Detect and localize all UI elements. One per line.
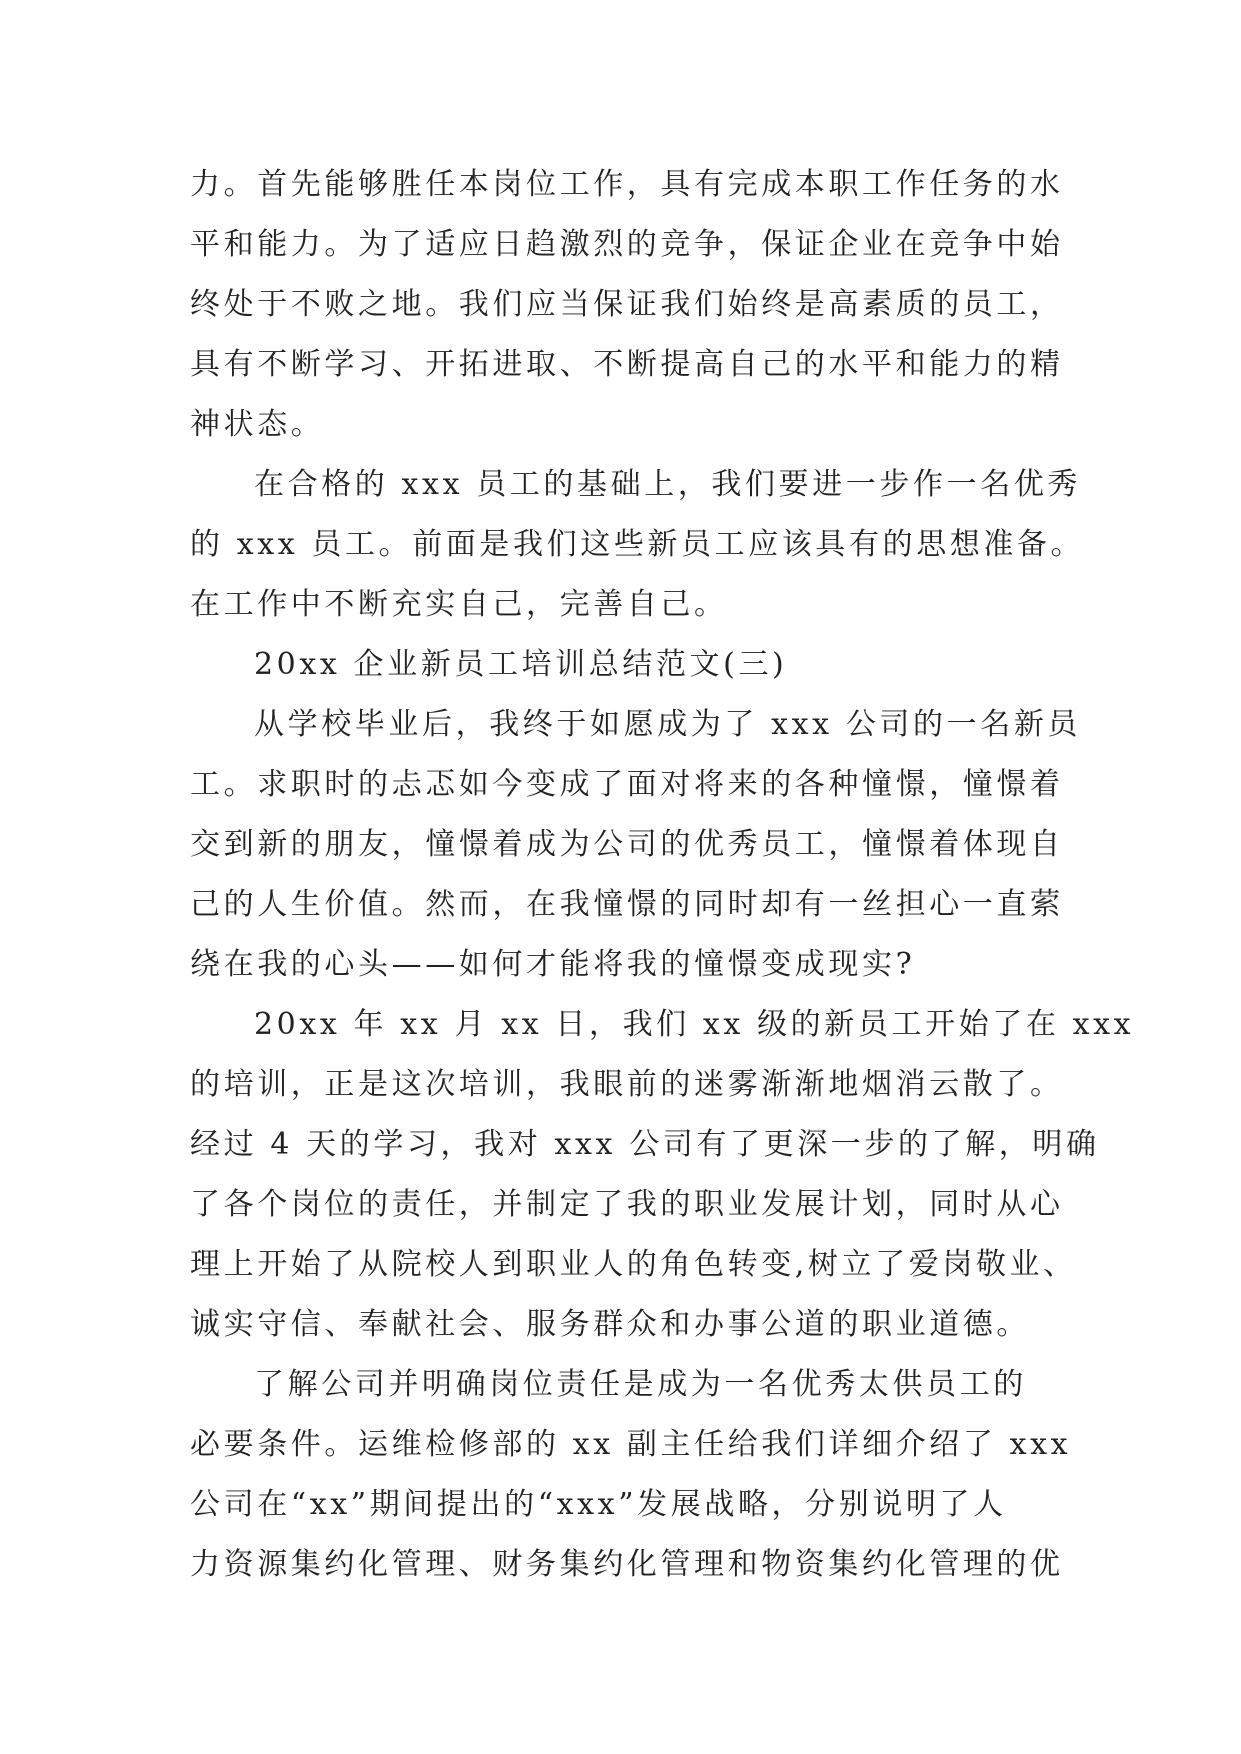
text-line: 公司在“xx”期间提出的“xxx”发展战略，分别说明了人 [190, 1487, 1007, 1522]
text-line: 终处于不败之地。我们应当保证我们始终是高素质的员工， [190, 287, 1064, 322]
text-line: 理上开始了从院校人到职业人的角色转变,树立了爱岗敬业、 [190, 1247, 1077, 1282]
document-body [190, 155, 1135, 1595]
text-line: 绕在我的心头——如何才能将我的憧憬变成现实? [190, 947, 916, 982]
text-line: 的 xxx 员工。前面是我们这些新员工应该具有的思想准备。 [190, 527, 1085, 562]
text-line: 交到新的朋友，憧憬着成为公司的优秀员工，憧憬着体现自 [190, 827, 1064, 862]
text-line: 在工作中不断充实自己，完善自己。 [190, 587, 728, 622]
text-line: 平和能力。为了适应日趋激烈的竞争，保证企业在竞争中始 [190, 227, 1064, 262]
text-line: 力。首先能够胜任本岗位工作，具有完成本职工作任务的水 [190, 167, 1064, 202]
text-line: 在合格的 xxx 员工的基础上，我们要进一步作一名优秀 [254, 467, 1082, 502]
text-line: 具有不断学习、开拓进取、不断提高自己的水平和能力的精 [190, 347, 1064, 382]
text-line: 工。求职时的忐忑如今变成了面对将来的各种憧憬，憧憬着 [190, 767, 1064, 802]
text-line: 20xx 年 xx 月 xx 日，我们 xx 级的新员工开始了在 xxx [254, 1007, 1135, 1042]
text-line: 经过 4 天的学习，我对 xxx 公司有了更深一步的了解，明确 [190, 1127, 1100, 1162]
text-line: 己的人生价值。然而，在我憧憬的同时却有一丝担心一直萦 [190, 887, 1064, 922]
text-line: 从学校毕业后，我终于如愿成为了 xxx 公司的一名新员 [254, 707, 1082, 742]
text-line: 诚实守信、奉献社会、服务群众和办事公道的职业道德。 [190, 1307, 1030, 1342]
text-line: 必要条件。运维检修部的 xx 副主任给我们详细介绍了 xxx [190, 1427, 1072, 1462]
text-line: 了各个岗位的责任，并制定了我的职业发展计划，同时从心 [190, 1187, 1064, 1222]
text-line: 的培训，正是这次培训，我眼前的迷雾渐渐地烟消云散了。 [190, 1067, 1064, 1102]
text-line: 力资源集约化管理、财务集约化管理和物资集约化管理的优 [190, 1547, 1064, 1582]
section-heading: 20xx 企业新员工培训总结范文(三) [254, 647, 788, 682]
text-line: 了解公司并明确岗位责任是成为一名优秀太供员工的 [254, 1367, 1027, 1402]
text-line: 神状态。 [190, 407, 325, 442]
